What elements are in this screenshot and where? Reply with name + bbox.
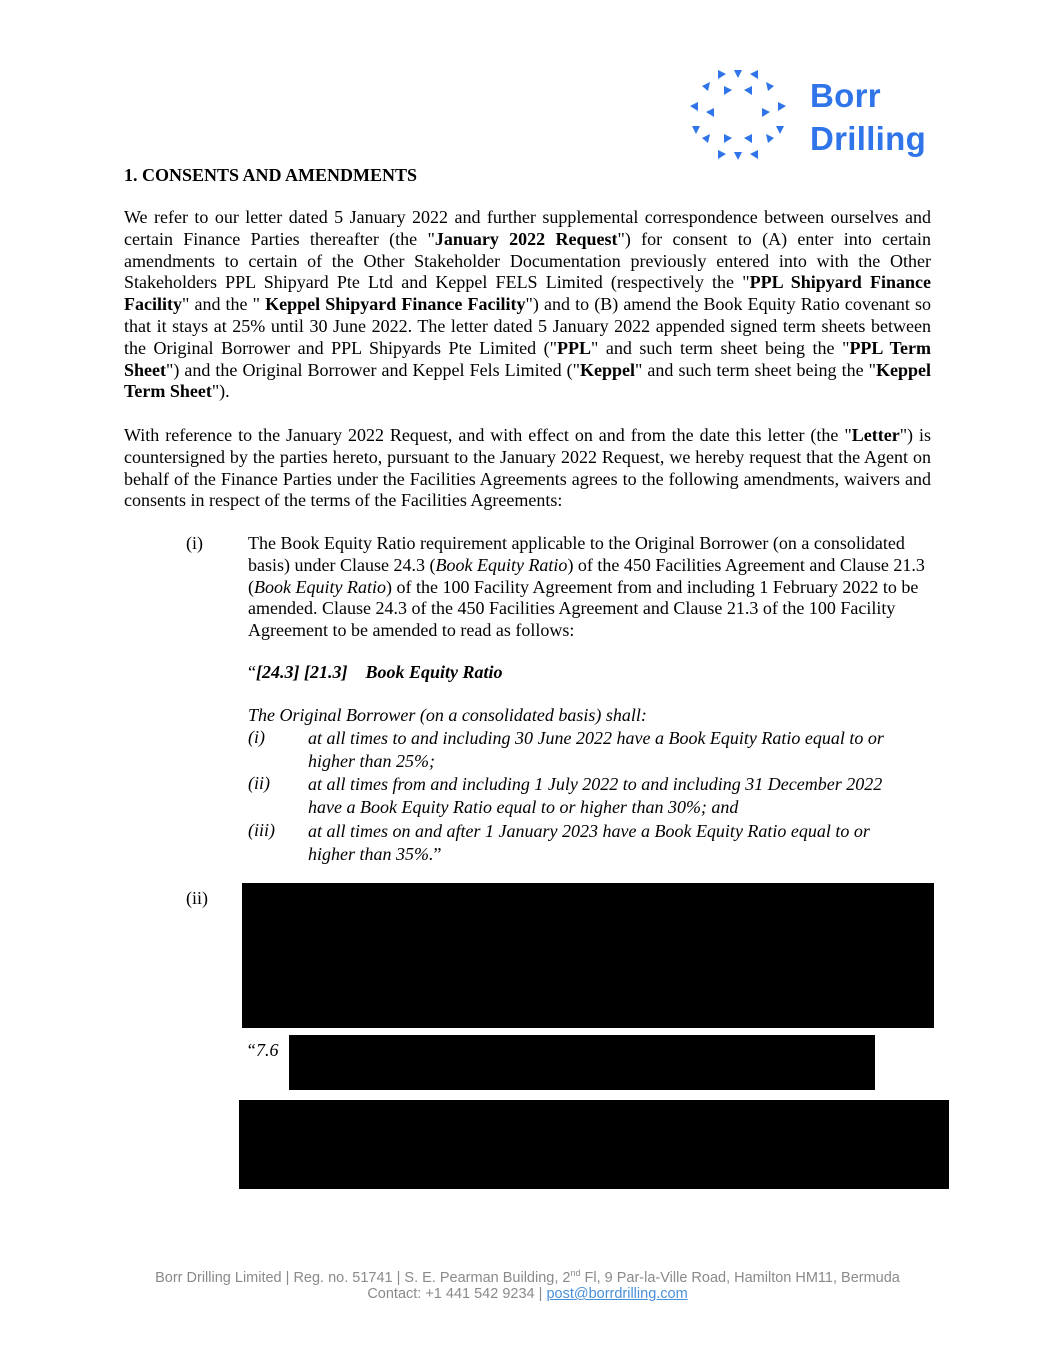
sub-item-number: (i) <box>248 727 265 747</box>
text-run: "). <box>211 381 230 402</box>
text-run: " and such term sheet being the " <box>635 359 876 380</box>
text-run: ") is countersigned by the parties hereto, pursuant to the January 2022 Request, we hereby request that the Agent on behalf of the Finance Parties under the Facilities Agreements agrees to the following amendments, waivers and consents in respect of the terms of the Facilities Agreements: <box>124 425 931 511</box>
text-run: ) of the 100 Facility Agreement from and including 1 February 2022 to be amended. Clause 24.3 of the 450 Facilities Agreement and Clause 21.3 of the 100 Facility Agreement to be amended to read as follows: <box>248 576 919 641</box>
defined-term: PPL Shipyard Finance Facility <box>124 272 931 315</box>
logo-line-2: Drilling <box>810 120 927 157</box>
superscript: nd <box>570 1268 581 1278</box>
defined-term: PPL Term Sheet <box>124 337 931 380</box>
clause-numbers: [24.3] [21.3] <box>256 662 348 682</box>
italic-term: Book Equity Ratio <box>254 576 386 597</box>
logo-line-1: Borr <box>810 77 881 114</box>
sub-item-text: at all times from and including 1 July 2022 to and including 31 December 2022 have a Book Equity Ratio equal to or higher than 30%; and <box>308 774 883 817</box>
footer-address <box>0 1268 1055 1286</box>
text-run: ) of the 450 Facilities Agreement and Clause 21.3 ( <box>248 554 925 597</box>
text-run: ") and the Original Borrower and Keppel Fels Limited (" <box>166 359 580 380</box>
defined-term: PPL <box>556 337 591 358</box>
defined-term: Keppel Term Sheet <box>124 359 931 402</box>
email-link[interactable]: post@borrdrilling.com <box>546 1286 688 1302</box>
clause-heading <box>248 662 503 683</box>
text-run: With reference to the January 2022 Request, and with effect on and from the date this letter (the " <box>124 425 852 445</box>
defined-term: Keppel Shipyard Finance Facility <box>265 294 526 315</box>
logo-wordmark <box>810 74 926 160</box>
sub-item-text: at all times to and including 30 June 2022 have a Book Equity Ratio equal to or higher than 25%; <box>308 728 884 771</box>
redaction-block <box>239 1100 949 1189</box>
item-number: (i) <box>186 533 203 553</box>
text-run: at all times on and after 1 January 2023 have a Book Equity Ratio equal to or higher than 35%. <box>308 821 870 864</box>
redaction-block <box>242 883 934 1028</box>
paragraph-january-request <box>124 207 931 403</box>
text-run: " and such term sheet being the " <box>590 337 850 358</box>
text-run: ") and to (B) amend the Book Equity Ratio covenant so that it stays at 25% until 30 June 2022. The letter dated 5 January 2022 appended signed term sheets between the Original Borrower and PPL Shipyards Pte Limited (" <box>124 294 931 358</box>
open-quote: “ <box>248 662 256 682</box>
item-number: (ii) <box>186 888 208 908</box>
text-run: Borr Drilling Limited | Reg. no. 51741 | S. E. Pearman Building, 2 <box>155 1269 571 1286</box>
sub-item-number: (ii) <box>248 773 270 793</box>
sub-item-number: (iii) <box>248 820 275 840</box>
text-run: Contact: +1 441 542 9234 | <box>367 1286 547 1302</box>
paragraph-letter-request <box>124 425 931 512</box>
text-run: Fl, 9 Par-la-Ville Road, Hamilton HM11, Bermuda <box>580 1269 900 1286</box>
defined-term: January 2022 Request <box>434 228 618 249</box>
item-text <box>248 533 928 642</box>
footer-contact <box>0 1286 1055 1302</box>
sub-item-text <box>308 820 918 866</box>
text-run: ") for consent to (A) enter into certain amendments to certain of the Other Stakeholder Documentation previously entered into with the Other Stakeholders PPL Shipyard Pte Ltd and Keppel FELS Limited (respectively the " <box>124 228 931 293</box>
redaction-block <box>289 1035 875 1090</box>
clause-intro: The Original Borrower (on a consolidated basis) shall: <box>248 705 647 725</box>
section-heading: 1. CONSENTS AND AMENDMENTS <box>124 165 418 185</box>
clause-label: “7.6 <box>246 1040 279 1060</box>
italic-term: Book Equity Ratio <box>435 554 568 575</box>
company-logo <box>688 68 938 162</box>
defined-term: Keppel <box>580 359 636 380</box>
text-run: We refer to our letter dated 5 January 2022 and further supplemental correspondence between ourselves and certain Finance Parties thereafter (the " <box>124 207 931 249</box>
borr-logo-mark-icon <box>688 68 788 162</box>
clause-title: Book Equity Ratio <box>365 662 503 682</box>
defined-term: Letter <box>851 425 900 445</box>
text-run: The Book Equity Ratio requirement applicable to the Original Borrower (on a consolidated basis) under Clause 24.3 ( <box>248 533 905 575</box>
close-quote: ” <box>433 844 442 864</box>
text-run: " and the " <box>181 294 266 315</box>
